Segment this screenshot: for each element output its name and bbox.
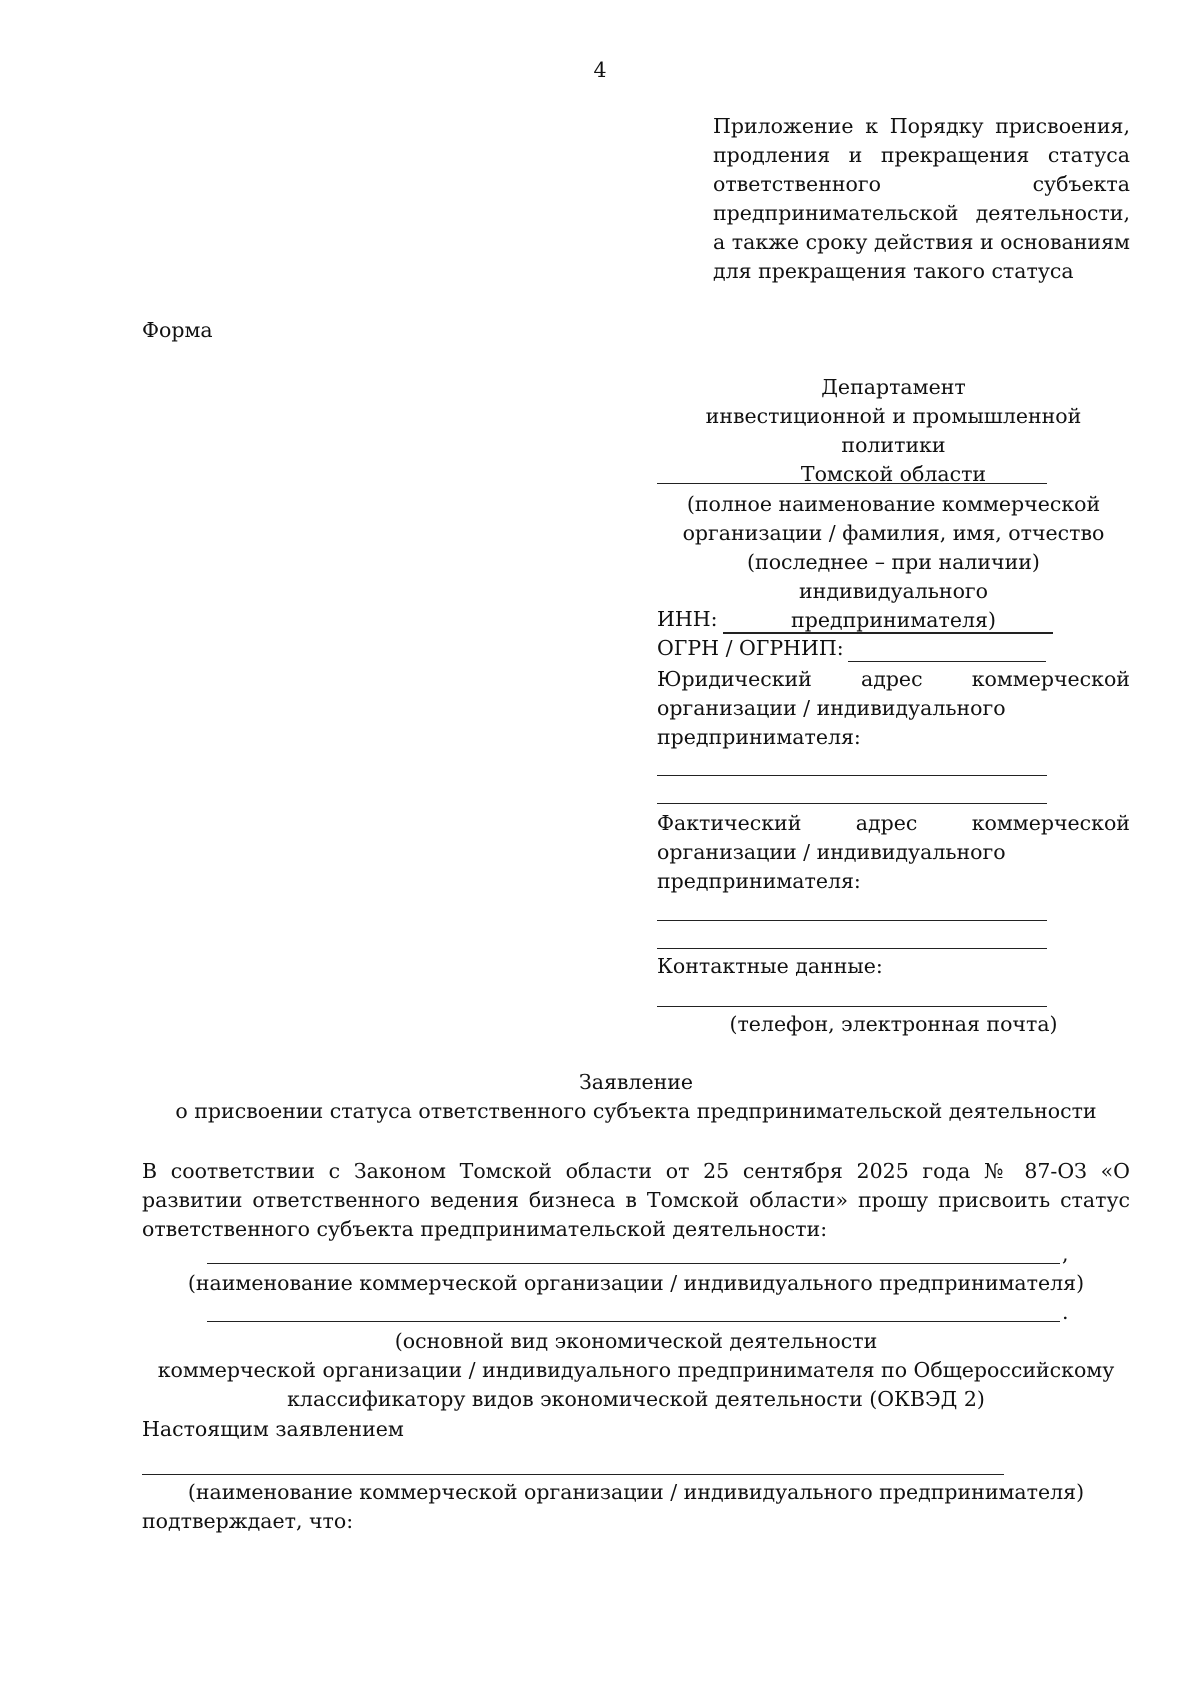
okved-hint: (основной вид экономической деятельности коммерческой организации / индивидуального предпринимателя по Общероссийскому классификатору видов экономической деятельности (ОКВЭД 2) [157,1329,1115,1411]
confirms-label: подтверждает, что: [142,1509,354,1533]
applicant-hint: (полное наименование коммерческой организации / фамилия, имя, отчество (последнее – при наличии) индивидуального предпринимателя) [682,492,1105,632]
comma-mark: , [1062,1242,1069,1266]
form-label: Форма [142,318,213,342]
ogrn-field[interactable] [848,661,1046,662]
okved-field[interactable] [207,1321,1060,1322]
inn-field[interactable] [723,632,1053,634]
actual-address-line-1[interactable] [657,920,1047,921]
actual-address-line-2[interactable] [657,948,1047,949]
appendix-block [713,112,1130,286]
declarant-name-hint: (наименование коммерческой организации / индивидуального предпринимателя) [187,1480,1085,1504]
declarant-name-field[interactable] [142,1474,1004,1475]
ogrn-label: ОГРН / ОГРНИП: [657,636,844,660]
declaration-intro: Настоящим заявлением [142,1417,404,1441]
legal-address-label: Юридический адрес коммерческой организации / индивидуального предпринимателя: [657,667,1130,749]
legal-address-line-2[interactable] [657,803,1047,804]
legal-address-line-1[interactable] [657,775,1047,776]
organization-name-hint: (наименование коммерческой организации / индивидуального предпринимателя) [187,1271,1085,1295]
appendix-line-6: для прекращения такого статуса [713,259,1074,283]
contacts-field[interactable] [657,1006,1047,1007]
contacts-hint: (телефон, электронная почта) [729,1012,1058,1036]
applicant-name-line[interactable] [657,483,1047,484]
page-number: 4 [593,58,607,82]
appendix-line-1: Приложение к Порядку присвоения, [713,114,1130,138]
recipient-line-2: инвестиционной и промышленной политики [705,404,1082,457]
recipient-line-3: Томской области [800,462,987,486]
appendix-line-5: а также сроку действия и основаниям [713,230,1130,254]
statement-body: В соответствии с Законом Томской области от 25 сентября 2025 года № 87-ОЗ «О развитии ответственного ведения бизнеса в Томской области» прошу присвоить статус ответственного субъекта предпринимательской деятельности: [142,1159,1130,1241]
recipient-line-1: Департамент [821,375,966,399]
actual-address-label: Фактический адрес коммерческой организации / индивидуального предпринимателя: [657,811,1130,893]
inn-label: ИНН: [657,607,718,631]
recipient-block [657,373,1130,489]
appendix-line-4: предпринимательской деятельности, [713,201,1130,225]
statement-subtitle: о присвоении статуса ответственного субъекта предпринимательской деятельности [175,1099,1097,1123]
period-mark: . [1062,1300,1069,1324]
appendix-line-3: ответственного субъекта [713,172,1130,196]
contacts-label: Контактные данные: [657,954,883,978]
organization-name-field[interactable] [207,1263,1060,1264]
appendix-line-2: продления и прекращения статуса [713,143,1130,167]
statement-title: Заявление [578,1070,694,1094]
